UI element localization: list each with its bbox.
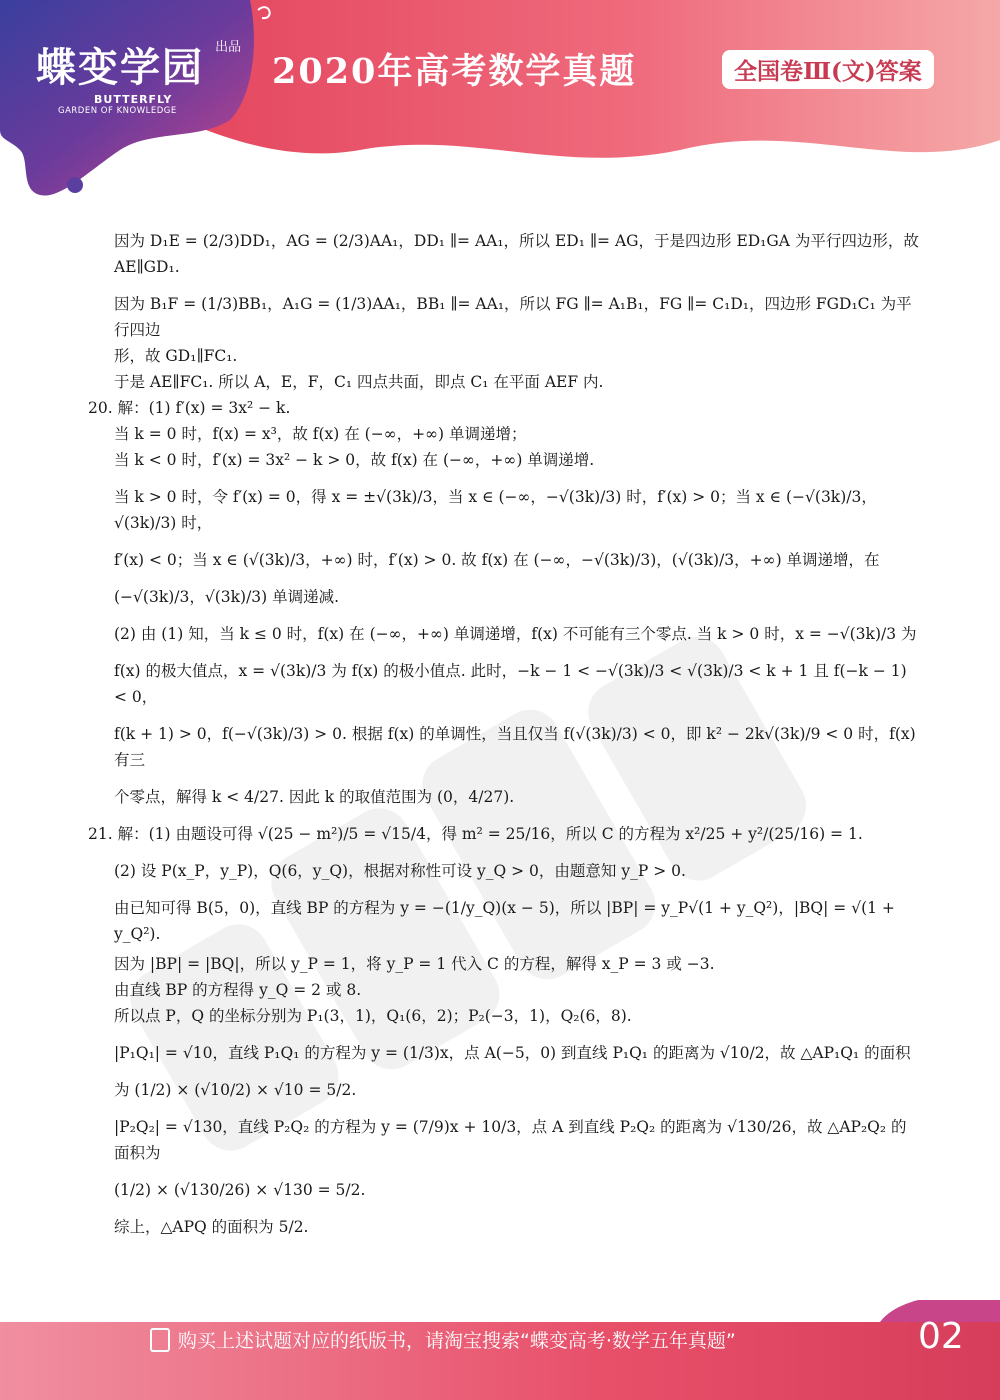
content-line: f′(x) < 0；当 x ∈ (√(3k)/3，+∞) 时，f′(x) > 0. 故 f(x) 在 (−∞，−√(3k)/3)，(√(3k)/3，+∞) 单调递增，在 (114, 551, 880, 569)
content-line: 综上，△APQ 的面积为 5/2. (114, 1218, 309, 1236)
content-line: 因为 |BP| = |BQ|，所以 y_P = 1，将 y_P = 1 代入 C 的方程，解得 x_P = 3 或 −3. (114, 955, 715, 973)
book-icon (150, 1328, 170, 1352)
content-line: 个零点，解得 k < 4/27. 因此 k 的取值范围为 (0，4/27). (114, 788, 515, 806)
content-line: 由直线 BP 的方程得 y_Q = 2 或 8. (114, 981, 362, 999)
brand-name: 蝶变学园 (36, 45, 204, 91)
content-line: (−√(3k)/3，√(3k)/3) 单调递减. (114, 588, 340, 606)
content-line: 由已知可得 B(5，0)，直线 BP 的方程为 y = −(1/y_Q)(x − 5)，所以 |BP| = y_P√(1 + y_Q²)，|BQ| = √(1 + y_Q²). (114, 899, 895, 943)
page-number: 02 (918, 1316, 964, 1357)
brand-logo (36, 36, 241, 116)
content-line: 因为 B₁F = (1/3)BB₁，A₁G = (1/3)AA₁，BB₁ ∥= AA₁，所以 FG ∥= A₁B₁，FG ∥= C₁D₁，四边形 FGD₁C₁ 为平行四边 (114, 295, 912, 339)
content-line: |P₁Q₁| = √10，直线 P₁Q₁ 的方程为 y = (1/3)x，点 A(−5，0) 到直线 P₁Q₁ 的距离为 √10/2，故 △AP₁Q₁ 的面积 (114, 1044, 911, 1062)
page-header (0, 0, 1000, 200)
brand-english-2: GARDEN OF KNOWLEDGE (58, 106, 177, 116)
content-line: 为 (1/2) × (√10/2) × √10 = 5/2. (114, 1081, 357, 1099)
exam-badge: 全国卷Ⅲ(文)答案 (722, 50, 934, 89)
content-line: 当 k > 0 时，令 f′(x) = 0，得 x = ±√(3k)/3，当 x ∈ (−∞，−√(3k)/3) 时，f′(x) > 0；当 x ∈ (−√(3k)/3，√(3k)/3) 时， (114, 488, 877, 532)
content-line: 于是 AE∥FC₁. 所以 A，E，F，C₁ 四点共面，即点 C₁ 在平面 AEF 内. (114, 373, 604, 391)
content-line: |P₂Q₂| = √130，直线 P₂Q₂ 的方程为 y = (7/9)x + 10/3，点 A 到直线 P₂Q₂ 的距离为 √130/26，故 △AP₂Q₂ 的面积为 (114, 1118, 907, 1162)
content-line: 所以点 P，Q 的坐标分别为 P₁(3，1)，Q₁(6，2)；P₂(−3，1)，Q₂(6，8). (114, 1007, 632, 1025)
content-line: 形，故 GD₁∥FC₁. (114, 347, 238, 365)
content-line: (2) 由 (1) 知，当 k ≤ 0 时，f(x) 在 (−∞，+∞) 单调递增，f(x) 不可能有三个零点. 当 k > 0 时，x = −√(3k)/3 为 (114, 625, 917, 643)
content-line: 当 k < 0 时，f′(x) = 3x² − k > 0，故 f(x) 在 (−∞，+∞) 单调递增. (114, 451, 595, 469)
footer-promo-text: 购买上述试题对应的纸版书，请淘宝搜索“蝶变高考·数学五年真题” (178, 1330, 736, 1352)
question-20-heading: 20. 解：(1) f′(x) = 3x² − k. (88, 399, 291, 417)
content-line: 因为 D₁E = (2/3)DD₁，AG = (2/3)AA₁，DD₁ ∥= AA₁，所以 ED₁ ∥= AG，于是四边形 ED₁GA 为平行四边形，故 (114, 232, 919, 250)
brand-sub: 出品 (215, 40, 242, 55)
content-line: f(x) 的极大值点，x = √(3k)/3 为 f(x) 的极小值点. 此时，−k − 1 < −√(3k)/3 < √(3k)/3 < k + 1 且 f(−k − 1) < 0， (114, 662, 907, 706)
content-line: f(k + 1) > 0，f(−√(3k)/3) > 0. 根据 f(x) 的单调性，当且仅当 f(√(3k)/3) < 0，即 k² − 2k√(3k)/9 < 0 时，f(x) 有三 (114, 725, 916, 769)
question-21-heading: 21. 解：(1) 由题设可得 √(25 − m²)/5 = √15/4，得 m² = 25/16，所以 C 的方程为 x²/25 + y²/(25/16) = 1. (88, 825, 863, 843)
content-line: AE∥GD₁. (114, 258, 180, 276)
content-line: (2) 设 P(x_P，y_P)，Q(6，y_Q)，根据对称性可设 y_Q > 0，由题意知 y_P > 0. (114, 862, 686, 880)
page-title: 2020年高考数学真题 (272, 51, 637, 92)
content-line: 当 k = 0 时，f(x) = x³，故 f(x) 在 (−∞，+∞) 单调递增； (114, 425, 527, 443)
content-line: (1/2) × (√130/26) × √130 = 5/2. (114, 1181, 366, 1199)
brand-english-1: BUTTERFLY (94, 93, 173, 106)
answer-content (88, 228, 920, 1240)
